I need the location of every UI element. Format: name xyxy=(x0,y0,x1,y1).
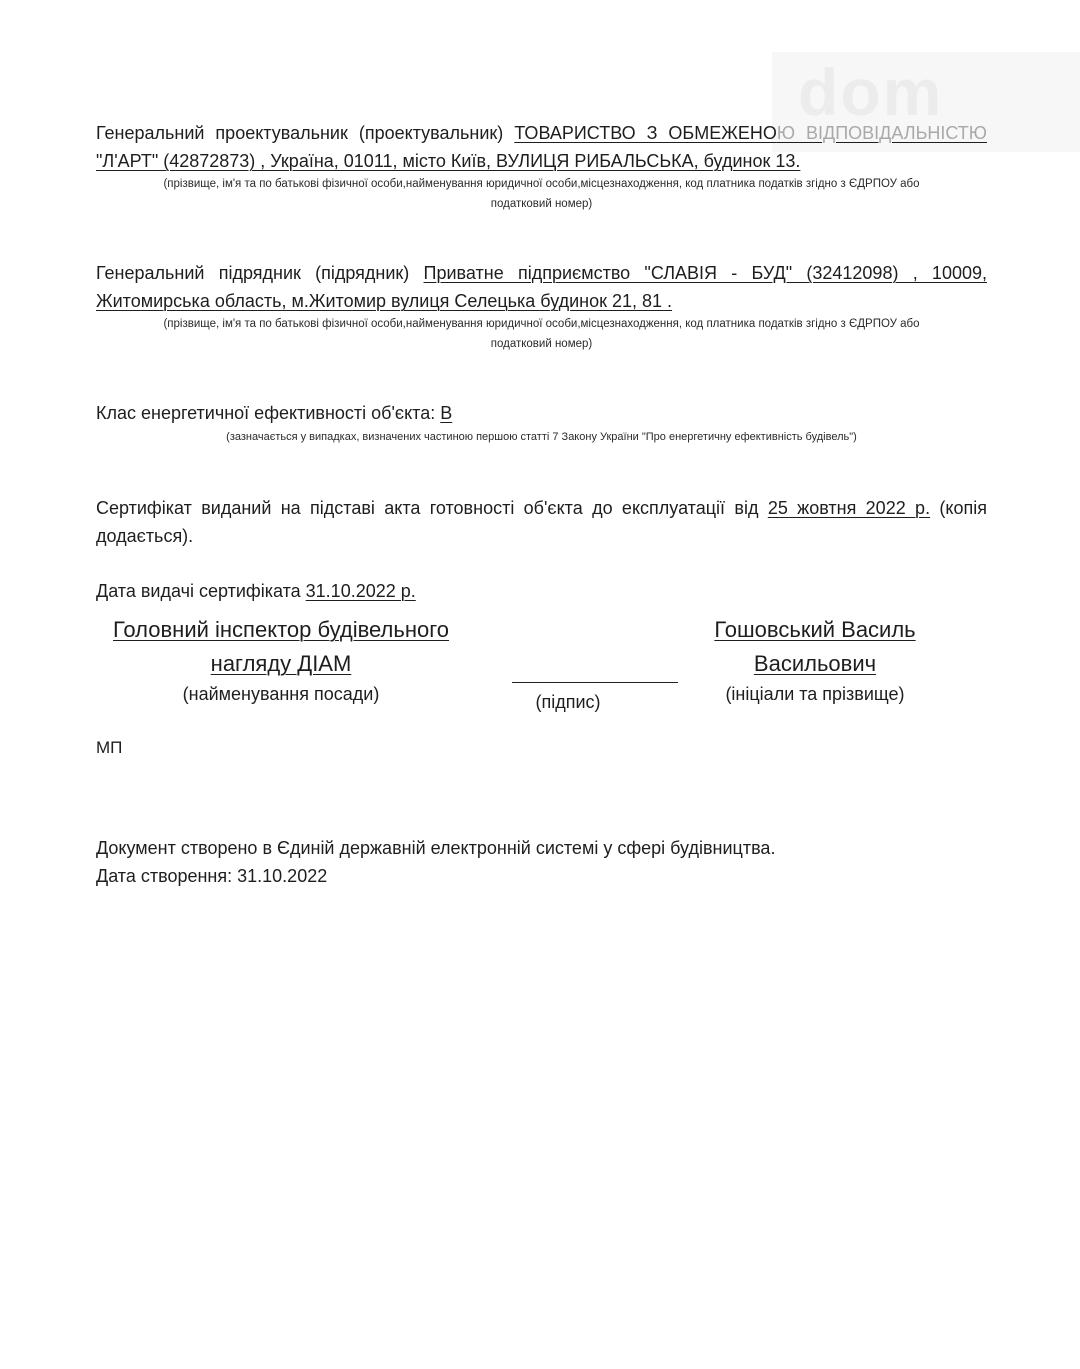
designer-line-2 xyxy=(96,147,987,175)
contractor-label: Генеральний підрядник (підрядник) xyxy=(96,263,424,283)
position-line-2-text: нагляду ДІАМ xyxy=(210,651,352,676)
position-line-2 xyxy=(96,647,466,681)
designer-value-faded: Ю ВІДПОВІДАЛЬНІСТЮ xyxy=(776,123,987,143)
designer-address: "Л'АРТ" (42872873) , Україна, 01011, місто Київ, ВУЛИЦЯ РИБАЛЬСЬКА, будинок 13. xyxy=(96,151,801,171)
issue-date-line xyxy=(96,577,987,605)
footer-date-value: 31.10.2022 xyxy=(237,866,328,886)
designer-note-1: (прізвище, ім'я та по батькові фізичної особи,найменування юридичної особи,місцезнаходження, код платника податків згідно з ЄДРПОУ або xyxy=(163,178,920,190)
energy-class-value: B xyxy=(440,403,453,423)
designer-note-2: податковий номер) xyxy=(490,198,593,210)
footer-line-1: Документ створено в Єдиній державній електронній системі у сфері будівництва. xyxy=(96,838,776,858)
contractor-line-1 xyxy=(96,259,987,287)
signature-line xyxy=(512,682,678,683)
footer-date-label: Дата створення: xyxy=(96,866,238,886)
designer-line-1 xyxy=(96,119,987,147)
certificate-basis-line-2 xyxy=(96,522,987,550)
watermark-logo: dom xyxy=(798,55,944,129)
name-line-2 xyxy=(690,647,940,681)
contractor-note-1: (прізвище, ім'я та по батькові фізичної особи,найменування юридичної особи,місцезнаходження, код платника податків згідно з ЄДРПОУ або xyxy=(163,318,920,330)
designer-value-main: ТОВАРИСТВО З ОБМЕЖЕНО xyxy=(514,123,777,143)
certificate-basis-attached: додається). xyxy=(96,526,194,546)
position-line-1-text: Головний інспектор будівельного xyxy=(112,617,450,642)
certificate-basis-after: (копія xyxy=(930,498,987,518)
energy-class-line xyxy=(96,399,987,427)
signature-name xyxy=(690,613,940,707)
name-caption: (ініціали та прізвище) xyxy=(725,684,905,704)
energy-class-label: Клас енергетичної ефективності об'єкта: xyxy=(96,403,441,423)
position-caption: (найменування посади) xyxy=(182,684,380,704)
contractor-line-2 xyxy=(96,287,987,315)
certificate-basis-line-1 xyxy=(96,494,987,522)
issue-date-label: Дата видачі сертифіката xyxy=(96,581,306,601)
designer-value xyxy=(514,123,987,143)
name-line-1 xyxy=(690,613,940,647)
signature-position xyxy=(96,613,466,707)
energy-class-note: (зазначається у випадках, визначених частиною першою статті 7 Закону України "Про енергетичну ефективність будівель") xyxy=(226,431,857,443)
name-line-1-text: Гошовський Василь xyxy=(714,617,916,642)
contractor-value-1: Приватне підприємство "СЛАВІЯ - БУД" (32412098) , 10009, xyxy=(423,263,987,283)
issue-date-value: 31.10.2022 р. xyxy=(305,581,416,601)
footer-line-2 xyxy=(96,862,987,890)
position-line-1 xyxy=(96,613,466,647)
stamp-placeholder: МП xyxy=(96,738,123,757)
contractor-value-2: Житомирська область, м.Житомир вулиця Селецька будинок 21, 81 . xyxy=(96,291,673,311)
certificate-basis-text: Сертифікат виданий на підставі акта готовності об'єкта до експлуатації від xyxy=(96,498,768,518)
signature-caption: (підпис) xyxy=(535,692,601,712)
certificate-basis-date: 25 жовтня 2022 р. xyxy=(767,498,931,518)
contractor-note-2: податковий номер) xyxy=(490,338,593,350)
designer-label: Генеральний проектувальник (проектувальник) xyxy=(96,123,515,143)
name-line-2-text: Васильович xyxy=(753,651,877,676)
